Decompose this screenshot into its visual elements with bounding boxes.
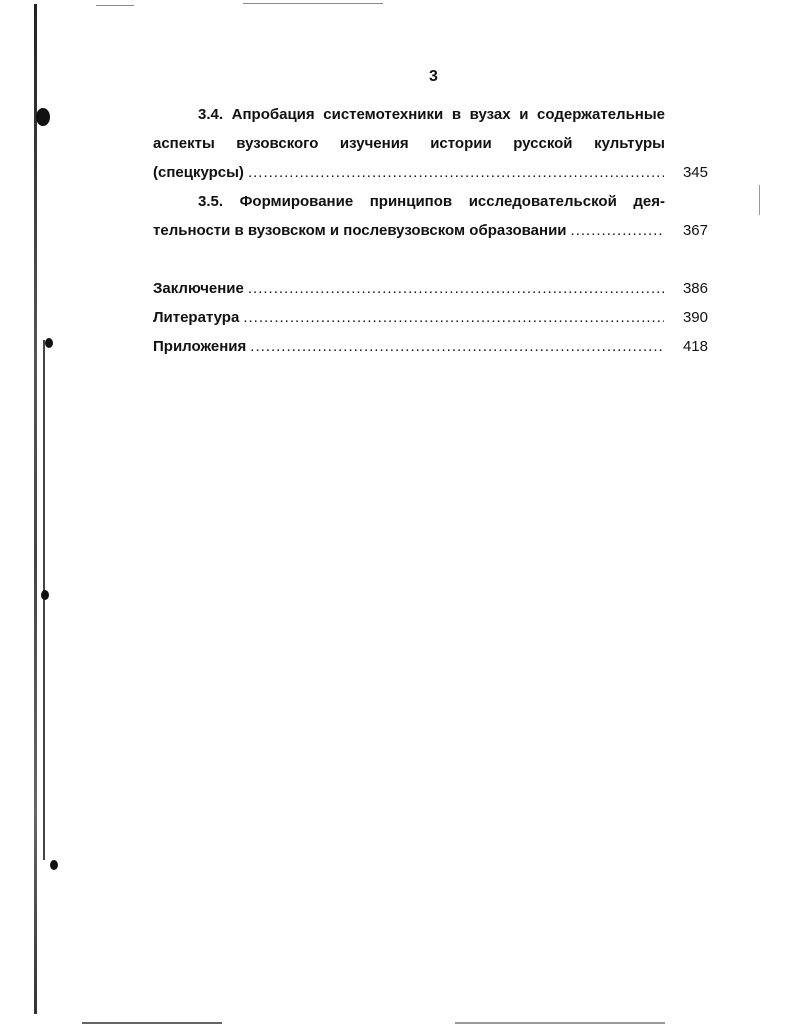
toc-entry-3-4-line-3: [153, 158, 708, 187]
toc-entry-conclusion-title: Заключение: [153, 280, 244, 297]
scan-speck-right: [759, 185, 760, 215]
toc-entry-3-5: [153, 187, 708, 245]
toc-entry-3-4-page: 345: [682, 164, 708, 181]
scan-blot-top: [36, 108, 50, 126]
dot-leader: [243, 303, 664, 332]
toc-entry-3-5-line-2: [153, 216, 708, 245]
binding-edge-shadow-inner: [43, 340, 45, 860]
toc-entry-3-4-line-2: аспекты вузовского изучения истории русской культуры: [153, 135, 665, 152]
toc-entry-literature-title: Литература: [153, 309, 240, 326]
toc-entry-appendices-page: 418: [682, 338, 708, 355]
scan-rule-top-left: [96, 5, 134, 6]
scan-rule-bottom-right: [455, 1022, 665, 1024]
table-of-contents: [153, 100, 708, 361]
toc-entry-appendices: [153, 332, 708, 361]
dot-leader: [248, 274, 664, 303]
toc-entry-3-4-title-end: (спецкурсы): [153, 164, 244, 181]
toc-entry-3-4: [153, 100, 708, 187]
scan-blot-middle: [45, 338, 53, 348]
toc-entry-3-5-page: 367: [682, 222, 708, 239]
toc-entry-appendices-title: Приложения: [153, 338, 247, 355]
scan-blot-lower: [41, 590, 49, 600]
toc-entry-conclusion: [153, 274, 708, 303]
dot-leader: [571, 216, 664, 245]
binding-edge-shadow: [34, 4, 37, 1014]
toc-entry-3-4-line-1: 3.4. Апробация системотехники в вузах и содержательные: [198, 106, 665, 123]
dot-leader: [250, 332, 664, 361]
toc-entry-conclusion-page: 386: [682, 280, 708, 297]
spacer: [153, 245, 708, 274]
toc-entry-literature: [153, 303, 708, 332]
scan-blot-bottom: [50, 860, 58, 870]
page-number: 3: [429, 68, 438, 85]
toc-entry-3-5-title-end: тельности в вузовском и послевузовском образовании: [153, 222, 567, 239]
scan-rule-top-center: [243, 3, 383, 4]
toc-entry-literature-page: 390: [682, 309, 708, 326]
dot-leader: [248, 158, 664, 187]
toc-entry-3-5-line-1: 3.5. Формирование принципов исследовательской дея-: [198, 193, 665, 210]
scan-rule-bottom-left: [82, 1022, 222, 1024]
